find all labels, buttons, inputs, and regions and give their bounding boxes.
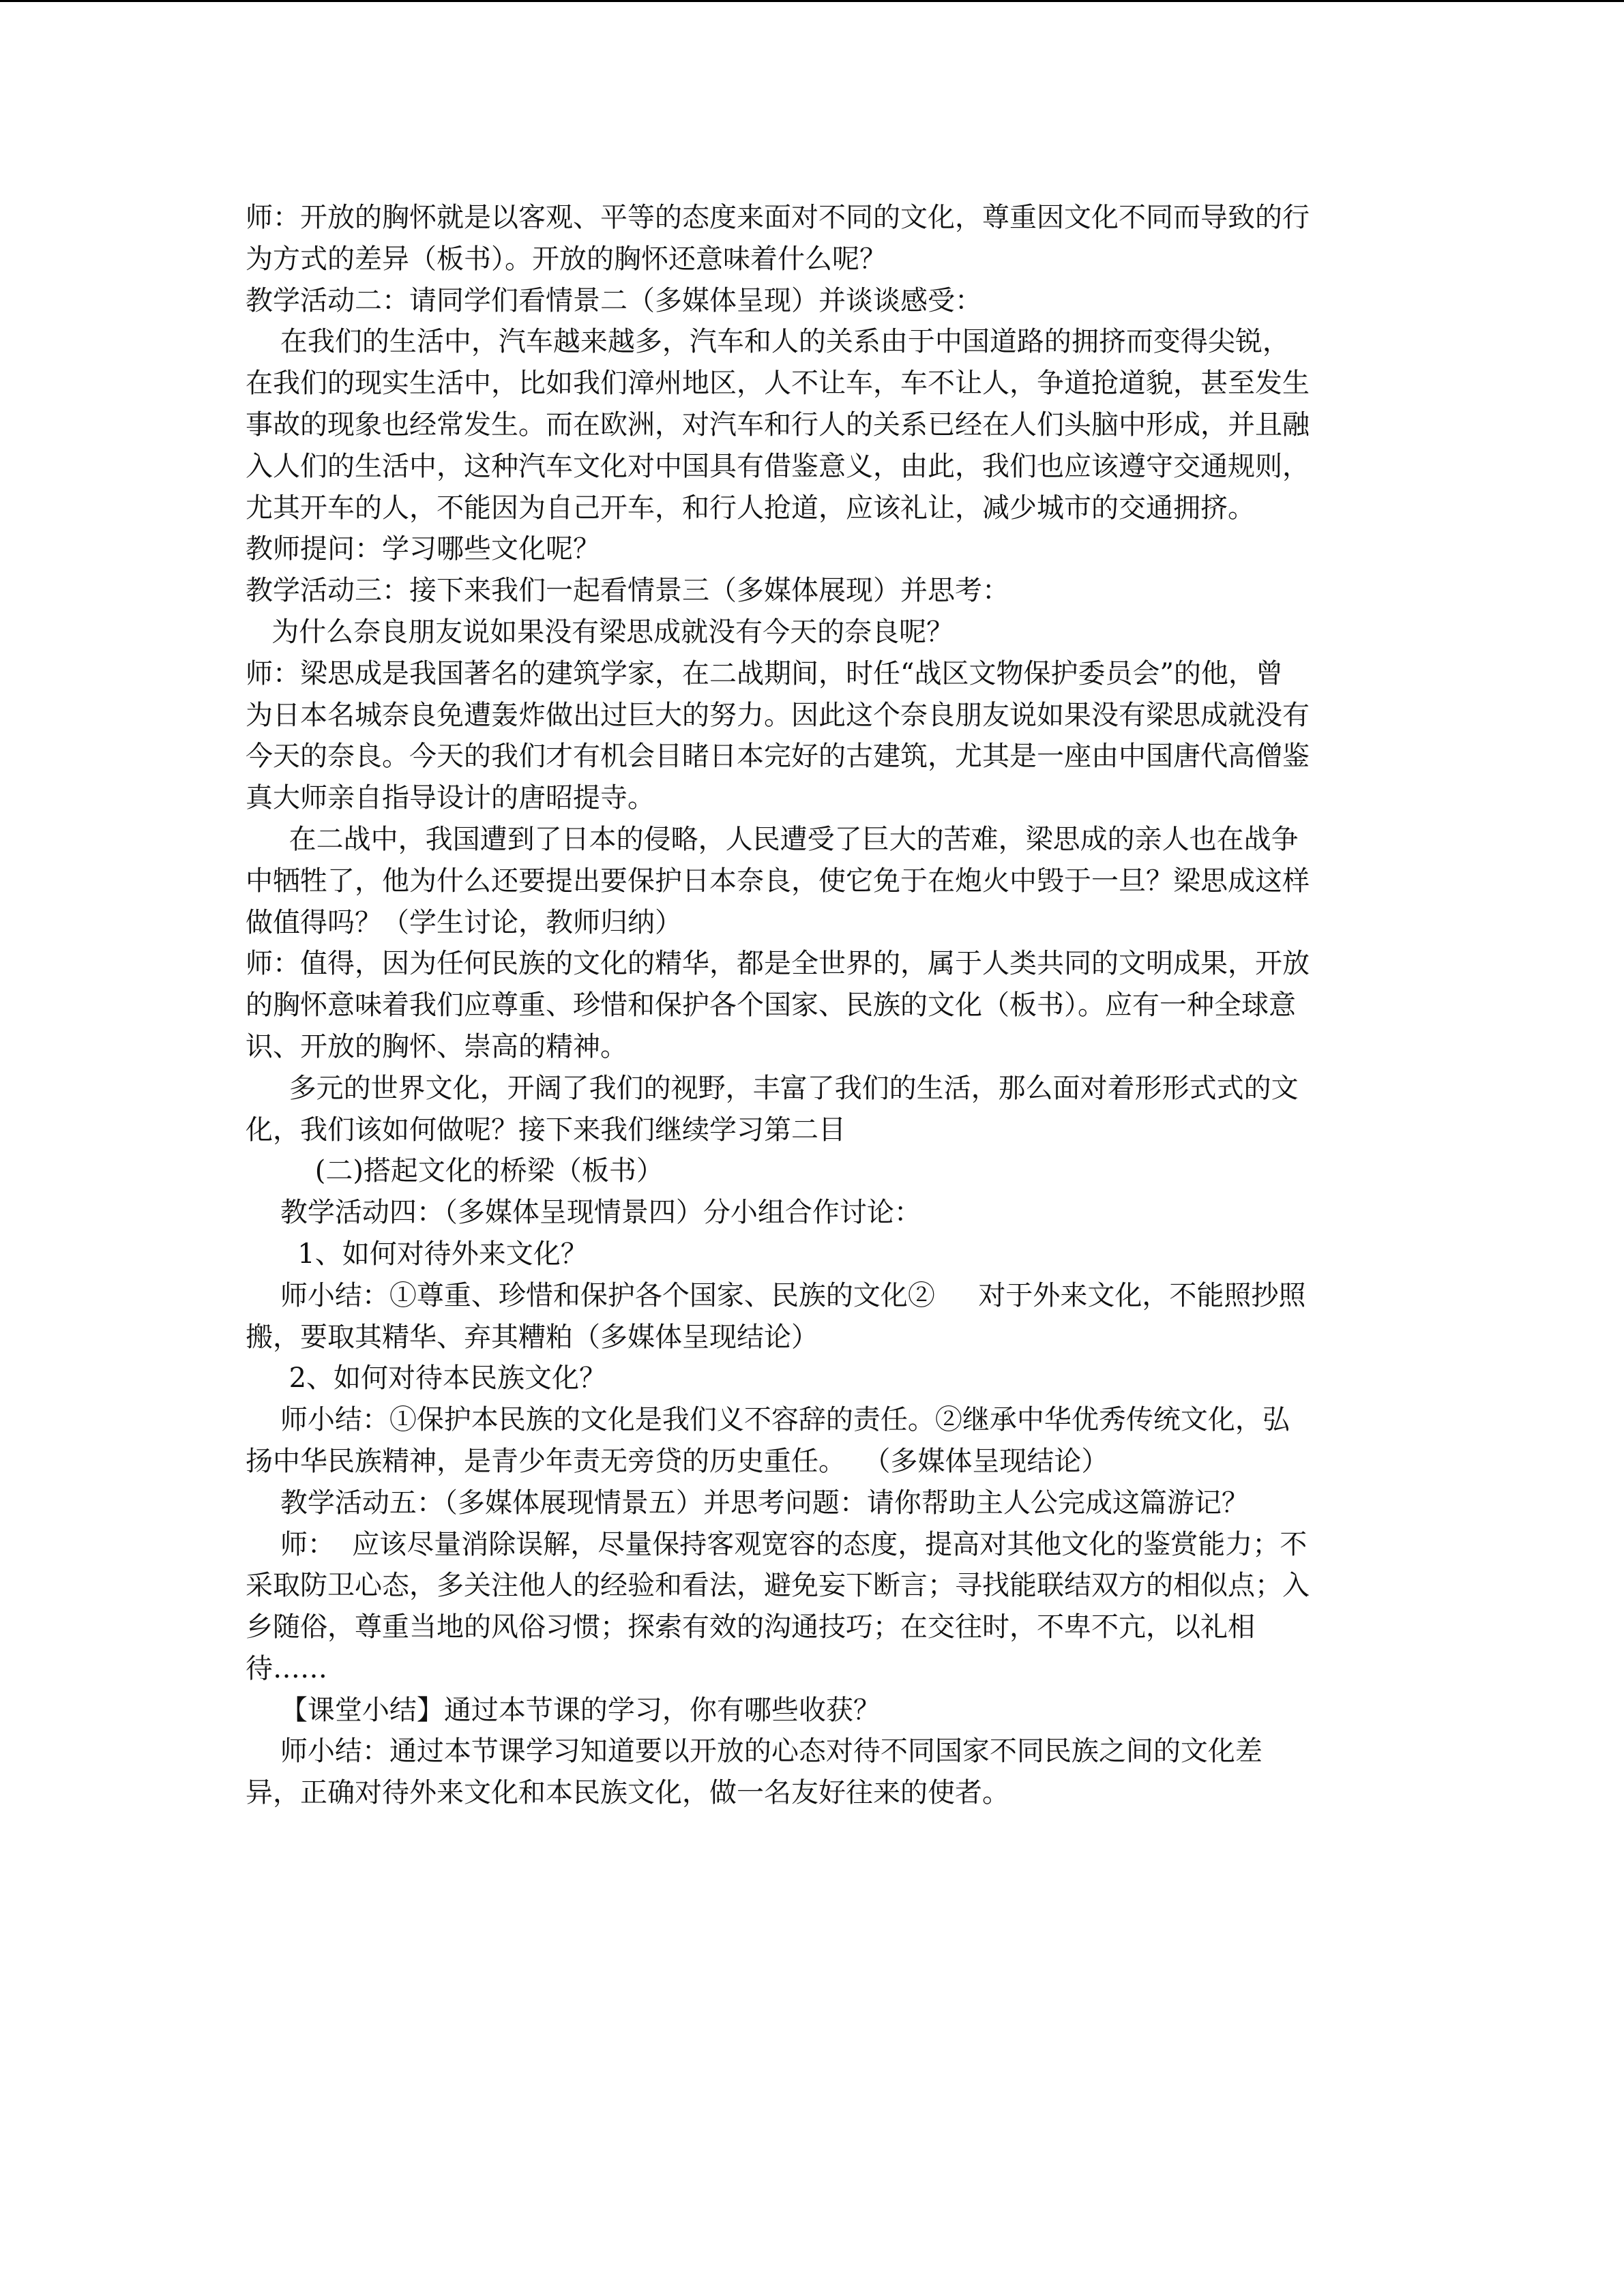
text-line: 真大师亲自指导设计的唐昭提寺。 xyxy=(246,782,655,814)
text-line: 化，我们该如何做呢？接下来我们继续学习第二目 xyxy=(246,1114,846,1146)
text-line: 多元的世界文化，开阔了我们的视野，丰富了我们的生活，那么面对着形形式式的文 xyxy=(246,1072,1299,1104)
text-line: 识、开放的胸怀、崇高的精神。 xyxy=(246,1030,628,1062)
text-line: 师： 应该尽量消除误解，尽量保持客观宽容的态度，提高对其他文化的鉴赏能力；不 xyxy=(246,1528,1308,1560)
text-line: 事故的现象也经常发生。而在欧洲，对汽车和行人的关系已经在人们头脑中形成，并且融 xyxy=(246,408,1310,441)
text-line: 入人们的生活中，这种汽车文化对中国具有借鉴意义，由此，我们也应该遵守交通规则， xyxy=(246,450,1310,482)
text-line: 教学活动二：请同学们看情景二（多媒体呈现）并谈谈感受： xyxy=(246,284,982,316)
text-line: 扬中华民族精神，是青少年责无旁贷的历史重任。 （多媒体呈现结论） xyxy=(246,1445,1109,1477)
text-line: 2、如何对待本民族文化？ xyxy=(246,1362,607,1395)
text-line: 为日本名城奈良免遭轰炸做出过巨大的努力。因此这个奈良朋友说如果没有梁思成就没有 xyxy=(246,699,1310,731)
text-line: 在我们的现实生活中，比如我们漳州地区，人不让车，车不让人，争道抢道貌，甚至发生 xyxy=(246,368,1310,400)
text-line: 在二战中，我国遭到了日本的侵略，人民遭受了巨大的苦难，梁思成的亲人也在战争 xyxy=(246,823,1299,855)
text-line: 师小结：①保护本民族的文化是我们义不容辞的责任。②继承中华优秀传统文化，弘 xyxy=(246,1404,1290,1436)
text-line: 1、如何对待外来文化？ xyxy=(246,1238,588,1270)
text-line: 为方式的差异（板书）。开放的胸怀还意味着什么呢？ xyxy=(246,243,887,275)
text-line: 乡随俗，尊重当地的风俗习惯；探索有效的沟通技巧；在交往时，不卑不亢，以礼相 xyxy=(246,1611,1255,1643)
text-line: 待…… xyxy=(246,1652,327,1684)
text-line: 搬，要取其精华、弃其糟粕（多媒体呈现结论） xyxy=(246,1321,818,1353)
text-line: 师：梁思成是我国著名的建筑学家，在二战期间，时任“战区文物保护委员会”的他，曾 xyxy=(246,657,1283,689)
text-line: 在我们的生活中，汽车越来越多，汽车和人的关系由于中国道路的拥挤而变得尖锐， xyxy=(246,326,1290,358)
text-line: 教学活动五：（多媒体展现情景五）并思考问题：请你帮助主人公完成这篇游记？ xyxy=(246,1487,1249,1519)
text-line: 【课堂小结】通过本节课的学习，你有哪些收获？ xyxy=(246,1694,881,1726)
text-line: 今天的奈良。今天的我们才有机会目睹日本完好的古建筑，尤其是一座由中国唐代高僧鉴 xyxy=(246,741,1310,773)
text-line: 为什么奈良朋友说如果没有梁思成就没有今天的奈良呢？ xyxy=(246,616,954,648)
text-line: 教师提问：学习哪些文化呢？ xyxy=(246,533,600,565)
text-line: 师：开放的胸怀就是以客观、平等的态度来面对不同的文化，尊重因文化不同而导致的行 xyxy=(246,202,1310,233)
text-line: 的胸怀意味着我们应尊重、珍惜和保护各个国家、民族的文化（板书）。应有一种全球意 xyxy=(246,989,1296,1022)
text-line: 师小结：①尊重、珍惜和保护各个国家、民族的文化② 对于外来文化，不能照抄照 xyxy=(246,1279,1306,1311)
text-line: 师小结：通过本节课学习知道要以开放的心态对待不同国家不同民族之间的文化差 xyxy=(246,1735,1263,1768)
text-line: 异，正确对待外来文化和本民族文化，做一名友好往来的使者。 xyxy=(246,1777,1009,1809)
text-line: 教学活动三：接下来我们一起看情景三（多媒体展现）并思考： xyxy=(246,575,1009,607)
text-line: 师：值得，因为任何民族的文化的精华，都是全世界的，属于人类共同的文明成果，开放 xyxy=(246,948,1310,980)
text-line: 中牺牲了，他为什么还要提出要保护日本奈良，使它免于在炮火中毁于一旦？梁思成这样 xyxy=(246,865,1310,897)
section-heading: (二)搭起文化的桥梁（板书） xyxy=(246,1155,664,1187)
document-body xyxy=(246,197,1379,1814)
text-line: 教学活动四：（多媒体呈现情景四）分小组合作讨论： xyxy=(246,1197,921,1229)
text-line: 尤其开车的人，不能因为自己开车，和行人抢道，应该礼让，减少城市的交通拥挤。 xyxy=(246,492,1255,524)
text-line: 做值得吗？（学生讨论，教师归纳） xyxy=(246,906,682,938)
text-line: 采取防卫心态，多关注他人的经验和看法，避免妄下断言；寻找能联结双方的相似点；入 xyxy=(246,1570,1310,1602)
